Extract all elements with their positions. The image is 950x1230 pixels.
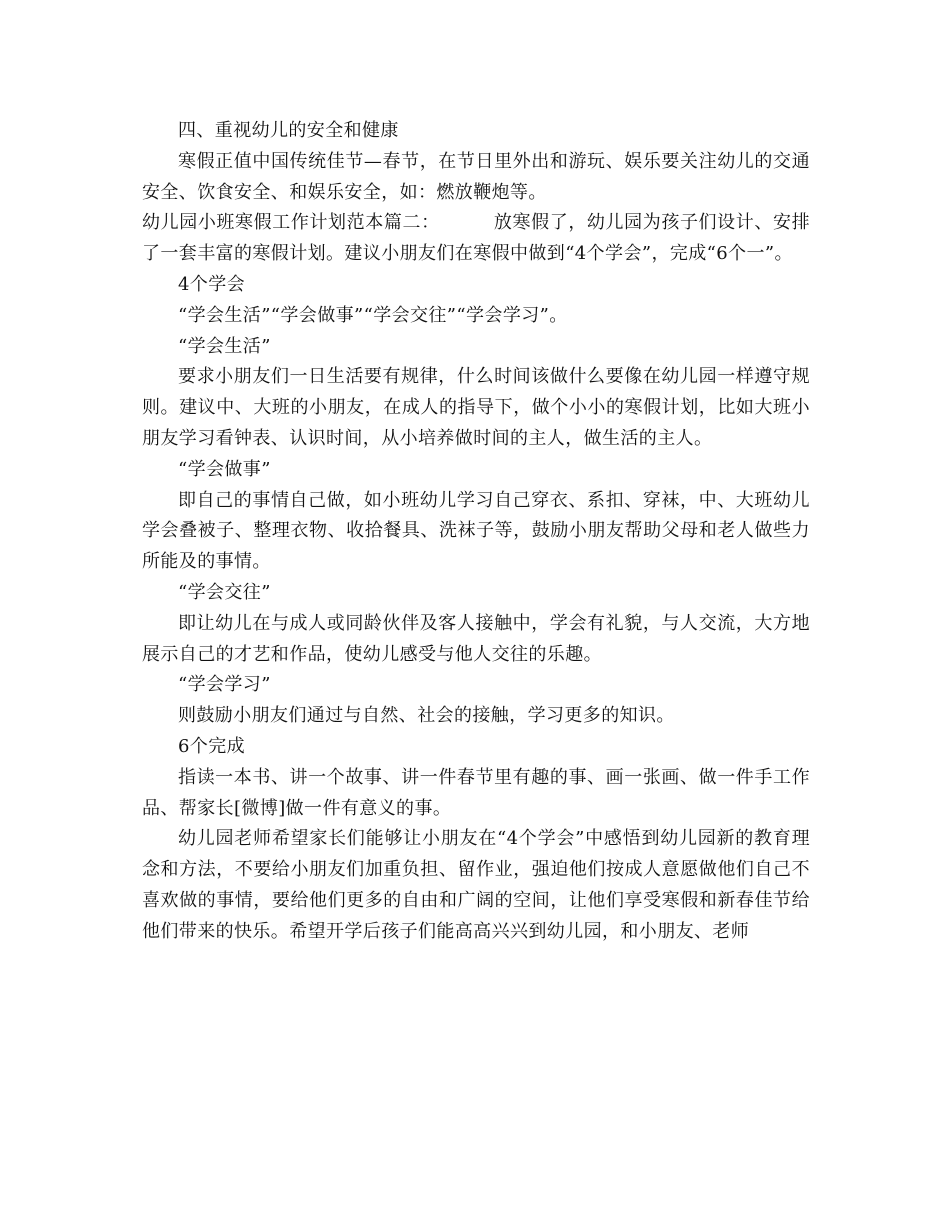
subheading-learn-social: “学会交往” — [178, 581, 271, 603]
subheading-four-learn: 4个学会 — [178, 273, 246, 295]
paragraph-holiday-safety: 寒假正值中国传统佳节—春节，在节日里外出和游玩、娱乐要关注幼儿的交通安全、饮食安全、和娱乐安全，如：燃放鞭炮等。 — [142, 150, 810, 203]
paragraph-learn-study: 则鼓励小朋友们通过与自然、社会的接触，学习更多的知识。 — [178, 705, 675, 727]
paragraph-learn-doing: 即自己的事情自己做，如小班幼儿学习自己穿衣、系扣、穿袜，中、大班幼儿学会叠被子、整理衣物、收拾餐具、洗袜子等，鼓励小朋友帮助父母和老人做些力所能及的事情。 — [142, 489, 810, 573]
subheading-learn-study: “学会学习” — [178, 674, 271, 696]
plan-intro-text: 放寒假了，幼儿园为孩子们设计、安排了一套丰富的寒假计划。建议小朋友们在寒假中做到“4个学会”，完成“6个一”。 — [142, 212, 810, 265]
paragraph-six-complete: 指读一本书、讲一个故事、讲一件春节里有趣的事、画一张画、做一件手工作品、帮家长[微博]做一件有意义的事。 — [142, 766, 810, 819]
document-page — [142, 116, 810, 948]
subheading-six-complete: 6个完成 — [178, 735, 246, 757]
paragraph-teacher-hope: 幼儿园老师希望家长们能够让小朋友在“4个学会”中感悟到幼儿园新的教育理念和方法，不要给小朋友们加重负担、留作业，强迫他们按成人意愿做他们自己不喜欢做的事情，要给他们更多的自由和广阔的空间，让他们享受寒假和新春佳节给他们带来的快乐。希望开学后孩子们能高高兴兴到幼儿园，和小朋友、老师 — [142, 828, 810, 942]
subheading-learn-living: “学会生活” — [178, 335, 271, 357]
section-heading: 四、重视幼儿的安全和健康 — [178, 120, 399, 141]
paragraph-four-learn-list: “学会生活”“学会做事”“学会交往”“学会学习”。 — [178, 304, 568, 326]
paragraph-learn-social: 即让幼儿在与成人或同龄伙伴及客人接触中，学会有礼貌，与人交流，大方地展示自己的才艺和作品，使幼儿感受与他人交往的乐趣。 — [142, 612, 810, 665]
article-title: 幼儿园小班寒假工作计划范本篇二： — [142, 212, 440, 234]
subheading-learn-doing: “学会做事” — [178, 458, 271, 480]
paragraph-plan-intro — [142, 208, 810, 270]
paragraph-learn-living: 要求小朋友们一日生活要有规律，什么时间该做什么要像在幼儿园一样遵守规则。建议中、大班的小朋友，在成人的指导下，做个小小的寒假计划，比如大班小朋友学习看钟表、认识时间，从小培养做时间的主人，做生活的主人。 — [142, 366, 810, 449]
